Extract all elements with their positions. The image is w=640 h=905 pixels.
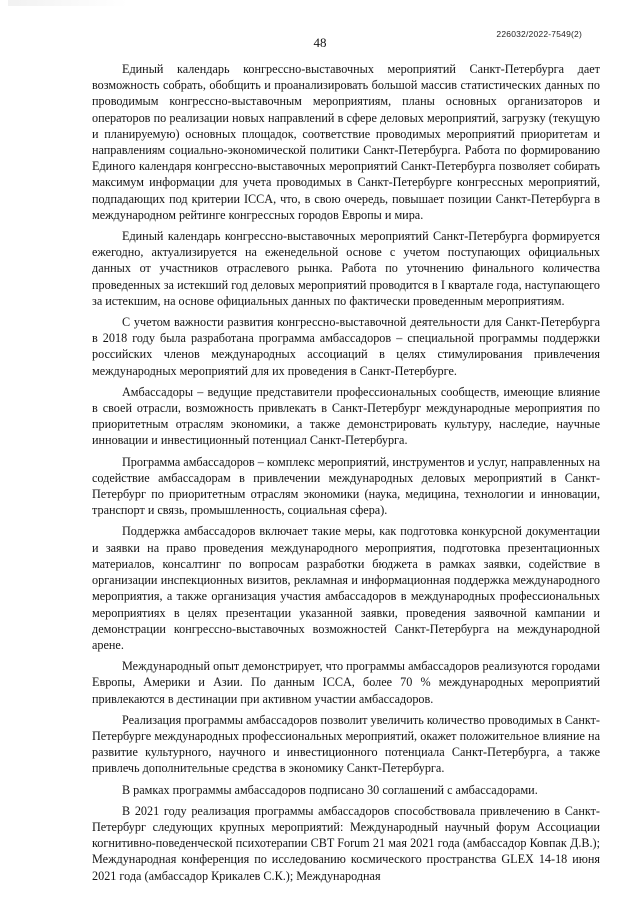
paragraph-calendar-updates: Единый календарь конгрессно-выставочных мероприятий Санкт-Петербурга формируется ежегодно, актуализируется на еженедельной основе с учетом поступающих официальных данных от участников отраслевого рынка. Работа по уточнению финального количества проведенных за истекший год деловых мероприятий проводится в I квартале года, наступающего за истекшим, на основе официальных данных по фактически проведенным мероприятиям.	[92, 229, 600, 308]
document-body	[92, 61, 600, 889]
paragraph-program-definition: Программа амбассадоров – комплекс мероприятий, инструментов и услуг, направленных на содействие амбассадорам в привлечении международных деловых мероприятий в Санкт-Петербург по приоритетным отраслям экономики (наука, медицина, технологии и инновации, транспорт и связь, промышленность, социальная сфера).	[92, 454, 600, 518]
paragraph-support-measures: Поддержка амбассадоров включает такие меры, как подготовка конкурсной документации и заявки на право проведения международного мероприятия, подготовка презентационных материалов, консалтинг по вопросам разработки бюджета в рамках заявки, содействие в организации инспекционных визитов, рекламная и информационная поддержка международного мероприятия, а также организация участия амбассадоров в международных профессиональных мероприятиях в целях презентации указанной заявки, проведения заявочной кампании и демонстрации конгрессно-выставочных возможностей Санкт-Петербурга на международной арене.	[92, 524, 600, 652]
paragraph-calendar-purpose: Единый календарь конгрессно-выставочных мероприятий Санкт-Петербурга дает возможность собрать, обобщить и проанализировать большой массив статистических данных по проводимым конгрессно-выставочным мероприятиям, планы основных организаторов и операторов по реализации новых направлений в сфере деловых мероприятий, загрузку (текущую и планируемую) основных площадок, соответствие проводимых мероприятий приоритетам и направлениям социально-экономической политики Санкт-Петербурга. Работа по формированию Единого календаря конгрессно-выставочных мероприятий Санкт-Петербурга позволяет собирать максимум информации для учета проводимых в Санкт-Петербурге конгрессных мероприятий, подпадающих под критерии ICCA, что, в свою очередь, повышает позиции Санкт-Петербурга в международном рейтинге конгрессных городов Европы и мира.	[92, 62, 600, 222]
paragraph-program-impact: Реализация программы амбассадоров позволит увеличить количество проводимых в Санкт-Петербурге международных профессиональных мероприятий, окажет положительное влияние на развитие культурного, научного и инвестиционного потенциала Санкт-Петербурга, а также привлечь дополнительные средства в экономику Санкт-Петербурга.	[92, 712, 600, 776]
paragraph-agreements-signed: В рамках программы амбассадоров подписано 30 соглашений с амбассадорами.	[122, 782, 538, 797]
paragraph-international-experience: Международный опыт демонстрирует, что программы амбассадоров реализуются городами Европы, Америки и Азии. По данным ICCA, более 70 % международных мероприятий привлекаются в дестинации при активном участии амбассадоров.	[92, 659, 600, 706]
page-number: 48	[313, 35, 327, 50]
paragraph-2021-results: В 2021 году реализация программы амбассадоров способствовала привлечению в Санкт-Петербург следующих крупных мероприятий: Международный научный форум Ассоциации когнитивно-поведенческой психотерапии CBT Forum 21 мая 2021 года (амбассадор Ковпак Д.В.); Международная конференция по исследованию космического пространства GLEX 14-18 июня 2021 года (амбассадор Крикалев С.К.); Международная	[92, 803, 600, 883]
scan-artifact	[8, 0, 128, 6]
paragraph-ambassador-program-origin: С учетом важности развития конгрессно-выставочной деятельности для Санкт-Петербурга в 2018 году была разработана программа амбассадоров – специальной программы поддержки российских членов международных ассоциаций в целях стимулирования привлечения международных мероприятий для их проведения в Санкт-Петербурге.	[92, 315, 600, 378]
document-id-stamp: 226032/2022-7549(2)	[496, 29, 582, 39]
paragraph-ambassador-definition: Амбассадоры – ведущие представители профессиональных сообществ, имеющие влияние в своей отрасли, возможность привлекать в Санкт-Петербург международные мероприятия по приоритетным отраслям экономики, а также демонстрировать культуру, наследие, научные инновации и инвестиционный потенциал Санкт-Петербурга.	[92, 384, 600, 448]
